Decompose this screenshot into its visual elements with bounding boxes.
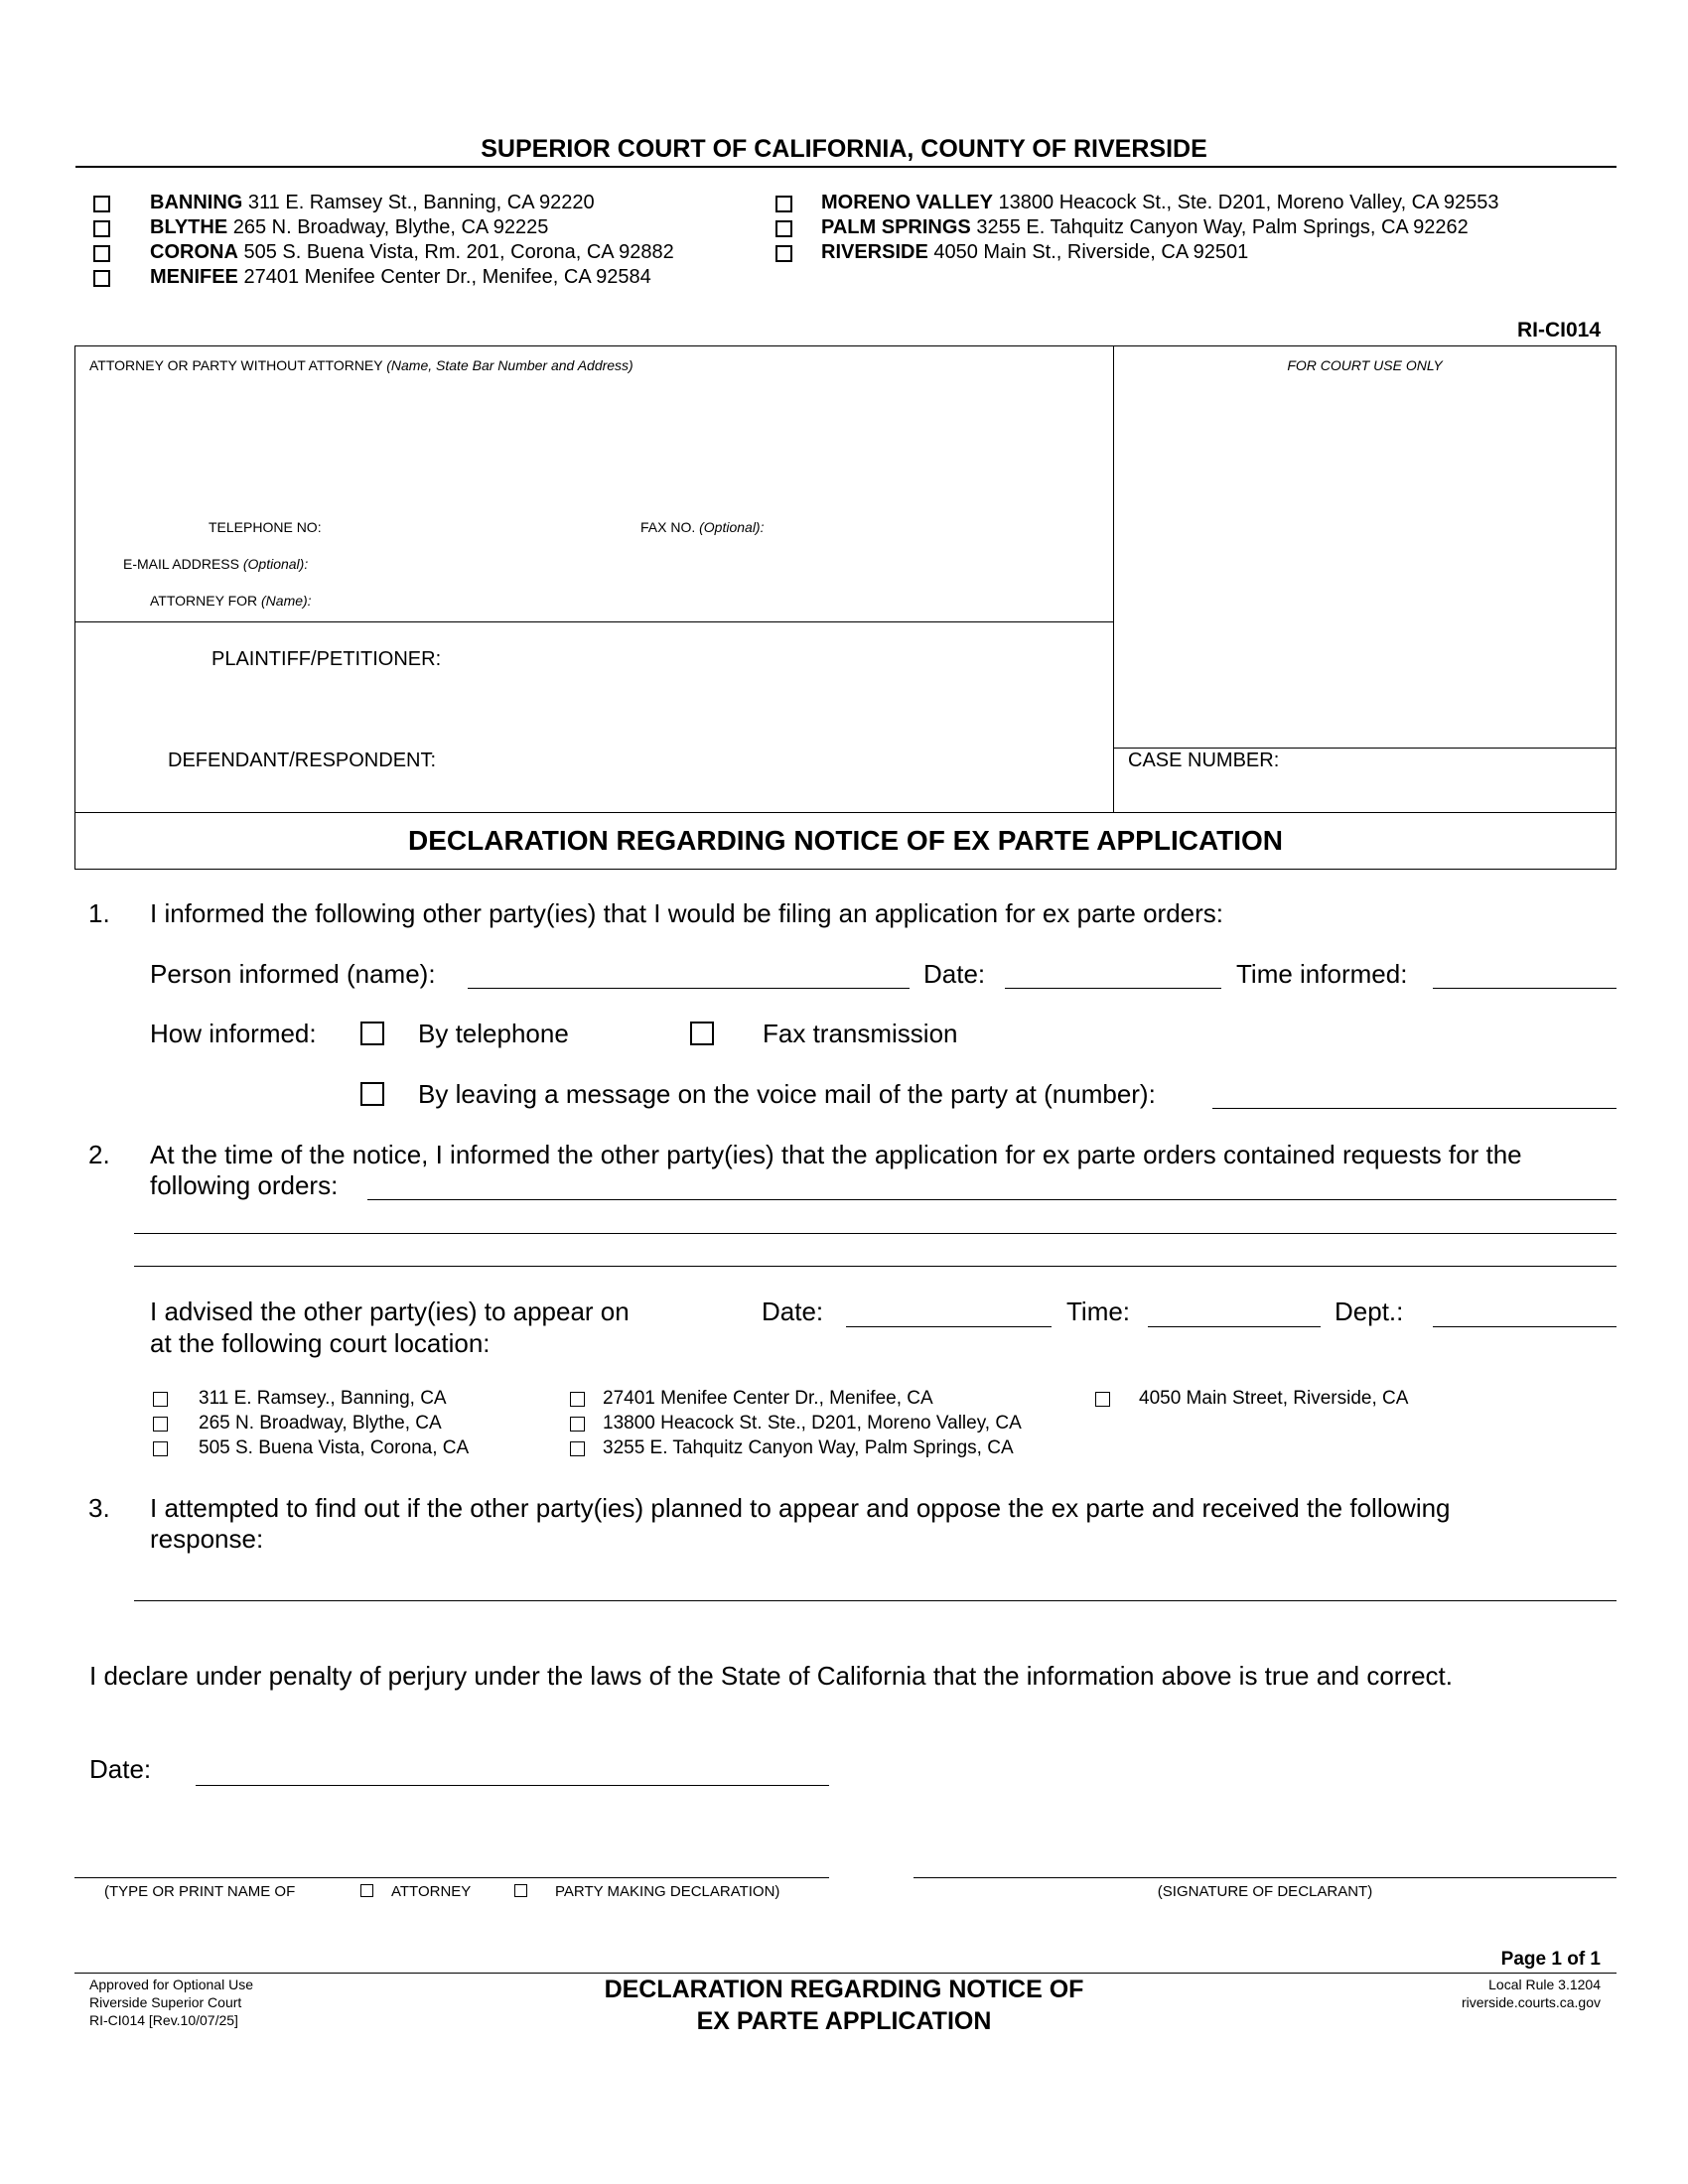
caption-divider [1113,345,1114,812]
footer-approved: Approved for Optional Use [89,1977,253,1992]
hearing-date-label: Date: [762,1297,824,1326]
hearing-dept-line[interactable] [1433,1326,1617,1327]
party-checkbox[interactable] [514,1884,527,1897]
item2-text-line2: following orders: [150,1170,339,1200]
court-menifee: MENIFEE 27401 Menifee Center Dr., Menifee, CA 92584 [150,266,651,288]
voicemail-checkbox[interactable] [360,1082,384,1106]
hearing-time-label: Time: [1066,1297,1131,1326]
location-checkbox-palm-springs[interactable] [570,1441,585,1456]
advised-line2: at the following court location: [150,1328,491,1358]
fax-input[interactable] [794,512,1096,540]
location-blythe: 265 N. Broadway, Blythe, CA [199,1413,442,1433]
court-use-label: FOR COURT USE ONLY [1287,357,1443,373]
telephone-option: By telephone [418,1019,569,1048]
item3-text-line2: response: [150,1524,264,1554]
court-moreno-valley: MORENO VALLEY 13800 Heacock St., Ste. D201, Moreno Valley, CA 92553 [821,192,1499,213]
signature-line[interactable] [914,1877,1617,1878]
item2-number: 2. [88,1140,110,1169]
declaration-date-line[interactable] [196,1785,829,1786]
person-informed-line[interactable] [468,988,910,989]
telephone-checkbox[interactable] [360,1022,384,1045]
location-banning: 311 E. Ramsey., Banning, CA [199,1388,447,1409]
court-checkbox-banning[interactable] [93,196,110,212]
fax-checkbox[interactable] [690,1022,714,1045]
court-checkbox-palm-springs[interactable] [775,220,792,237]
footer-rule-ref: Local Rule 3.1204 [1488,1977,1601,1992]
court-blythe: BLYTHE 265 N. Broadway, Blythe, CA 92225 [150,216,549,238]
date-informed-label: Date: [923,959,986,989]
footer-court: Riverside Superior Court [89,1994,242,2010]
advised-line1: I advised the other party(ies) to appear on [150,1297,630,1326]
person-informed-label: Person informed (name): [150,959,436,989]
location-checkbox-menifee[interactable] [570,1392,585,1407]
attorney-checkbox[interactable] [360,1884,373,1897]
printed-name-line[interactable] [74,1877,829,1878]
type-print-label: (TYPE OR PRINT NAME OF [104,1883,296,1900]
item1-number: 1. [88,898,110,928]
case-number-label: CASE NUMBER: [1128,750,1280,771]
footer-title-line1: DECLARATION REGARDING NOTICE OF [604,1976,1084,2003]
location-checkbox-corona[interactable] [153,1441,168,1456]
court-checkbox-blythe[interactable] [93,220,110,237]
orders-line-2[interactable] [134,1233,1617,1234]
court-checkbox-moreno-valley[interactable] [775,196,792,212]
court-use-divider [1113,748,1617,749]
footer-rule [74,1973,1617,1974]
court-banning: BANNING 311 E. Ramsey St., Banning, CA 92220 [150,192,595,213]
item3-text-line1: I attempted to find out if the other party(ies) planned to appear and oppose the ex parte and received the following [150,1493,1451,1523]
hearing-dept-label: Dept.: [1335,1297,1404,1326]
plaintiff-label: PLAINTIFF/PETITIONER: [211,648,442,670]
court-checkbox-corona[interactable] [93,245,110,262]
court-checkbox-riverside[interactable] [775,245,792,262]
footer-title-line2: EX PARTE APPLICATION [696,2007,992,2035]
location-palm-springs: 3255 E. Tahquitz Canyon Way, Palm Springs, CA [603,1437,1014,1458]
form-code: RI-CI014 [1516,319,1601,341]
defendant-label: DEFENDANT/RESPONDENT: [168,750,437,771]
time-informed-line[interactable] [1433,988,1617,989]
fax-label: FAX NO. (Optional): [640,519,765,535]
location-checkbox-moreno-valley[interactable] [570,1417,585,1432]
footer-rev: RI-CI014 [Rev.10/07/25] [89,2012,238,2028]
party-label-sig: PARTY MAKING DECLARATION) [555,1883,780,1900]
attorney-for-input[interactable] [348,586,1086,614]
form-title: DECLARATION REGARDING NOTICE OF EX PARTE APPLICATION [408,825,1283,856]
response-line[interactable] [134,1600,1617,1601]
item2-text-line1: At the time of the notice, I informed the other party(ies) that the application for ex parte orders contained requests for the [150,1140,1522,1169]
court-corona: CORONA 505 S. Buena Vista, Rm. 201, Corona, CA 92882 [150,241,674,263]
perjury-declaration: I declare under penalty of perjury under the laws of the State of California that the information above is true and correct. [89,1661,1453,1691]
court-palm-springs: PALM SPRINGS 3255 E. Tahquitz Canyon Way, Palm Springs, CA 92262 [821,216,1469,238]
declaration-date-label: Date: [89,1754,152,1784]
time-informed-label: Time informed: [1236,959,1408,989]
hearing-date-line[interactable] [846,1326,1052,1327]
location-moreno-valley: 13800 Heacock St. Ste., D201, Moreno Valley, CA [603,1413,1022,1433]
item1-text: I informed the following other party(ies) that I would be filing an application for ex parte orders: [150,898,1224,928]
court-riverside: RIVERSIDE 4050 Main St., Riverside, CA 92501 [821,241,1249,263]
orders-line-3[interactable] [134,1266,1617,1267]
date-informed-line[interactable] [1005,988,1221,989]
location-riverside: 4050 Main Street, Riverside, CA [1139,1388,1409,1409]
page-number: Page 1 of 1 [1500,1949,1601,1970]
attorney-label: ATTORNEY OR PARTY WITHOUT ATTORNEY (Name, State Bar Number and Address) [89,357,633,373]
court-checkbox-menifee[interactable] [93,270,110,287]
attorney-party-divider [74,621,1113,622]
telephone-input[interactable] [348,512,630,540]
signature-label: (SIGNATURE OF DECLARANT) [1157,1883,1373,1900]
orders-line-1[interactable] [367,1199,1617,1200]
email-label: E-MAIL ADDRESS (Optional): [123,556,309,572]
location-checkbox-banning[interactable] [153,1392,168,1407]
telephone-label: TELEPHONE NO: [209,519,322,535]
hearing-time-line[interactable] [1148,1326,1321,1327]
email-input[interactable] [348,549,1086,577]
location-menifee: 27401 Menifee Center Dr., Menifee, CA [603,1388,933,1409]
item3-number: 3. [88,1493,110,1523]
attorney-label-sig: ATTORNEY [391,1883,472,1900]
title-divider [74,812,1617,813]
court-title: SUPERIOR COURT OF CALIFORNIA, COUNTY OF RIVERSIDE [481,135,1207,163]
location-checkbox-blythe[interactable] [153,1417,168,1432]
location-checkbox-riverside[interactable] [1095,1392,1110,1407]
footer-website[interactable]: riverside.courts.ca.gov [1461,1994,1601,2010]
attorney-for-label: ATTORNEY FOR (Name): [150,593,312,609]
voicemail-number-line[interactable] [1212,1108,1617,1109]
voicemail-option: By leaving a message on the voice mail of the party at (number): [418,1079,1156,1109]
how-informed-label: How informed: [150,1019,317,1048]
location-corona: 505 S. Buena Vista, Corona, CA [199,1437,470,1458]
header-rule [75,166,1617,168]
fax-option: Fax transmission [763,1019,958,1048]
